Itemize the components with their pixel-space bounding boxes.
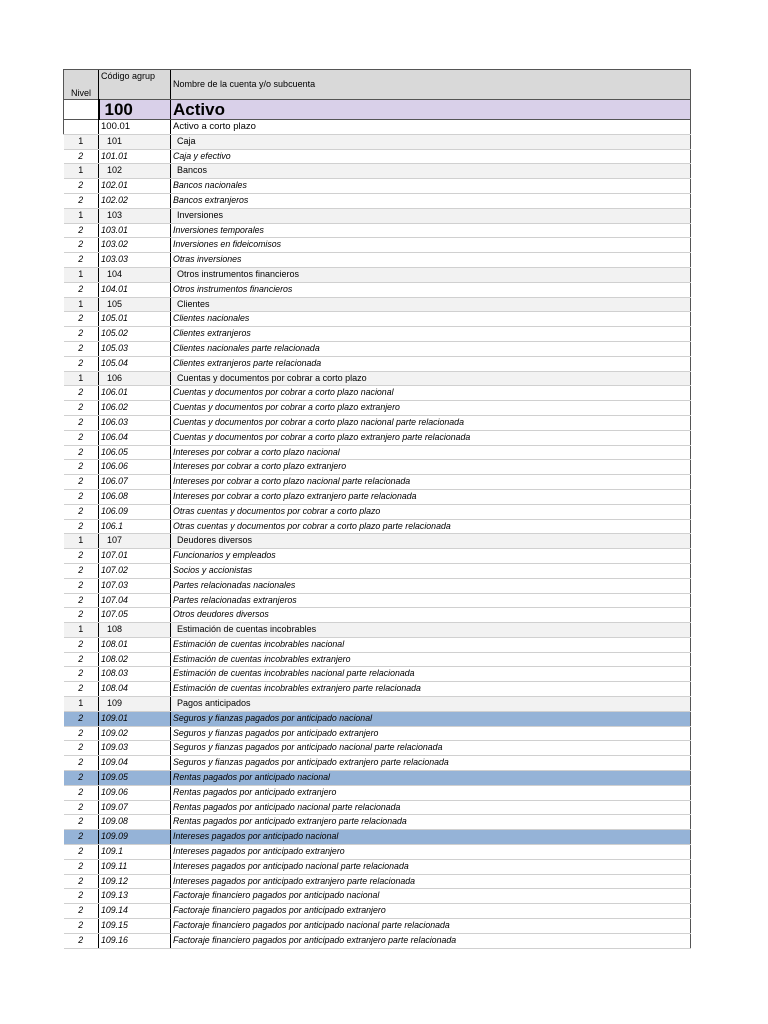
table-row: [64, 223, 691, 238]
cell-nombre[interactable]: Inversiones: [171, 208, 691, 223]
table-row: [64, 771, 691, 786]
cell-nivel[interactable]: 1: [64, 534, 99, 549]
table-row: [64, 830, 691, 845]
cell-codigo[interactable]: 107.03: [99, 578, 171, 593]
table-row: [64, 889, 691, 904]
cell-codigo[interactable]: 102.02: [99, 193, 171, 208]
cell-codigo[interactable]: 103.01: [99, 223, 171, 238]
table-row: [64, 356, 691, 371]
cell-nombre[interactable]: Estimación de cuentas incobrables nacional parte relacionada: [171, 667, 691, 682]
title-codigo-cell[interactable]: 100: [99, 100, 171, 120]
cell-codigo[interactable]: 102.01: [99, 179, 171, 194]
cell-nivel[interactable]: 2: [64, 652, 99, 667]
cell-nivel[interactable]: 2: [64, 401, 99, 416]
table-row: [64, 267, 691, 282]
cell-nombre[interactable]: Seguros y fianzas pagados por anticipado extranjero parte relacionada: [171, 756, 691, 771]
table-row: [64, 238, 691, 253]
table-row: [64, 430, 691, 445]
cell-nivel[interactable]: 2: [64, 253, 99, 268]
cell-nivel[interactable]: 2: [64, 341, 99, 356]
cell-nivel[interactable]: 2: [64, 179, 99, 194]
table-row: [64, 475, 691, 490]
table-row: [64, 371, 691, 386]
cell-codigo[interactable]: 104.01: [99, 282, 171, 297]
cell-codigo[interactable]: 105: [99, 297, 171, 312]
account-catalog-sheet: [63, 69, 690, 949]
cell-codigo[interactable]: 100.01: [99, 120, 171, 135]
cell-codigo[interactable]: 109: [99, 697, 171, 712]
table-row: [64, 489, 691, 504]
cell-nivel[interactable]: 1: [64, 297, 99, 312]
table-row: [64, 578, 691, 593]
cell-codigo[interactable]: 109.01: [99, 711, 171, 726]
table-row: [64, 637, 691, 652]
table-row: [64, 120, 691, 135]
cell-nombre[interactable]: Activo a corto plazo: [171, 120, 691, 135]
cell-nombre[interactable]: Clientes: [171, 297, 691, 312]
cell-nivel[interactable]: 2: [64, 193, 99, 208]
table-row: [64, 445, 691, 460]
cell-nombre[interactable]: Estimación de cuentas incobrables extranjero: [171, 652, 691, 667]
cell-codigo[interactable]: 106.05: [99, 445, 171, 460]
table-row: [64, 859, 691, 874]
table-row: [64, 534, 691, 549]
cell-codigo[interactable]: 103.03: [99, 253, 171, 268]
cell-codigo[interactable]: 109.09: [99, 830, 171, 845]
cell-nivel[interactable]: 2: [64, 845, 99, 860]
table-row: [64, 415, 691, 430]
cell-nivel[interactable]: 2: [64, 800, 99, 815]
cell-nivel[interactable]: 1: [64, 623, 99, 638]
table-row: [64, 504, 691, 519]
cell-nivel[interactable]: 1: [64, 697, 99, 712]
cell-nivel[interactable]: 2: [64, 460, 99, 475]
cell-codigo[interactable]: 107.04: [99, 593, 171, 608]
table-row: [64, 904, 691, 919]
cell-nombre[interactable]: Rentas pagados por anticipado extranjero: [171, 785, 691, 800]
cell-codigo[interactable]: 106.02: [99, 401, 171, 416]
cell-nombre[interactable]: Cuentas y documentos por cobrar a corto plazo nacional: [171, 386, 691, 401]
cell-nivel[interactable]: 2: [64, 667, 99, 682]
cell-codigo[interactable]: 106.03: [99, 415, 171, 430]
cell-nivel[interactable]: 2: [64, 415, 99, 430]
cell-nombre[interactable]: Intereses pagados por anticipado extranjero: [171, 845, 691, 860]
cell-nombre[interactable]: Intereses pagados por anticipado nacional: [171, 830, 691, 845]
cell-nivel[interactable]: 2: [64, 593, 99, 608]
cell-codigo[interactable]: 101.01: [99, 149, 171, 164]
table-row: [64, 756, 691, 771]
cell-codigo[interactable]: 106.1: [99, 519, 171, 534]
table-row: [64, 919, 691, 934]
cell-codigo[interactable]: 109.07: [99, 800, 171, 815]
cell-codigo[interactable]: 105.02: [99, 327, 171, 342]
account-table: [63, 69, 691, 949]
cell-nivel[interactable]: 1: [64, 208, 99, 223]
cell-codigo[interactable]: 108.04: [99, 682, 171, 697]
table-row: [64, 312, 691, 327]
cell-nivel[interactable]: 2: [64, 859, 99, 874]
header-codigo[interactable]: Código agrup: [99, 70, 171, 100]
cell-nombre[interactable]: Factoraje financiero pagados por anticipado extranjero: [171, 904, 691, 919]
header-nivel[interactable]: Nivel: [64, 70, 99, 100]
cell-codigo[interactable]: 107: [99, 534, 171, 549]
cell-codigo[interactable]: 109.12: [99, 874, 171, 889]
cell-codigo[interactable]: 109.03: [99, 741, 171, 756]
cell-codigo[interactable]: 103: [99, 208, 171, 223]
cell-nivel[interactable]: 2: [64, 475, 99, 490]
table-row: [64, 652, 691, 667]
cell-nombre[interactable]: Otros deudores diversos: [171, 608, 691, 623]
cell-nivel[interactable]: 2: [64, 149, 99, 164]
cell-nombre[interactable]: Deudores diversos: [171, 534, 691, 549]
cell-codigo[interactable]: 108.01: [99, 637, 171, 652]
table-row: [64, 549, 691, 564]
table-row: [64, 149, 691, 164]
table-row: [64, 933, 691, 948]
cell-nombre[interactable]: Clientes extranjeros: [171, 327, 691, 342]
title-nivel-cell[interactable]: [64, 100, 99, 120]
cell-nivel[interactable]: 2: [64, 933, 99, 948]
cell-nivel[interactable]: 2: [64, 327, 99, 342]
cell-nivel[interactable]: [64, 120, 99, 135]
cell-codigo[interactable]: 106: [99, 371, 171, 386]
cell-nombre[interactable]: Factoraje financiero pagados por anticipado extranjero parte relacionada: [171, 933, 691, 948]
cell-codigo[interactable]: 109.15: [99, 919, 171, 934]
cell-nombre[interactable]: Intereses por cobrar a corto plazo nacional parte relacionada: [171, 475, 691, 490]
cell-nivel[interactable]: 2: [64, 578, 99, 593]
cell-nivel[interactable]: 2: [64, 889, 99, 904]
cell-nivel[interactable]: 2: [64, 445, 99, 460]
cell-nombre[interactable]: Partes relacionadas nacionales: [171, 578, 691, 593]
cell-nombre[interactable]: Intereses por cobrar a corto plazo nacional: [171, 445, 691, 460]
cell-nombre[interactable]: Inversiones temporales: [171, 223, 691, 238]
table-row: [64, 297, 691, 312]
cell-nombre[interactable]: Intereses pagados por anticipado extranjero parte relacionada: [171, 874, 691, 889]
table-row: [64, 460, 691, 475]
table-row: [64, 193, 691, 208]
table-row: [64, 741, 691, 756]
header-nombre[interactable]: Nombre de la cuenta y/o subcuenta: [171, 70, 691, 100]
cell-nivel[interactable]: 2: [64, 919, 99, 934]
table-row: [64, 401, 691, 416]
cell-codigo[interactable]: 106.04: [99, 430, 171, 445]
cell-nivel[interactable]: 2: [64, 563, 99, 578]
table-row: [64, 682, 691, 697]
cell-nombre[interactable]: Socios y accionistas: [171, 563, 691, 578]
cell-nombre[interactable]: Seguros y fianzas pagados por anticipado nacional: [171, 711, 691, 726]
cell-nombre[interactable]: Bancos nacionales: [171, 179, 691, 194]
cell-codigo[interactable]: 107.05: [99, 608, 171, 623]
cell-nombre[interactable]: Otros instrumentos financieros: [171, 267, 691, 282]
cell-nivel[interactable]: 2: [64, 430, 99, 445]
cell-nivel[interactable]: 2: [64, 726, 99, 741]
table-row: [64, 519, 691, 534]
table-row: [64, 179, 691, 194]
cell-nombre[interactable]: Estimación de cuentas incobrables: [171, 623, 691, 638]
cell-nivel[interactable]: 2: [64, 711, 99, 726]
cell-codigo[interactable]: 108: [99, 623, 171, 638]
cell-codigo[interactable]: 109.04: [99, 756, 171, 771]
cell-codigo[interactable]: 102: [99, 164, 171, 179]
cell-nivel[interactable]: 2: [64, 785, 99, 800]
cell-nombre[interactable]: Seguros y fianzas pagados por anticipado nacional parte relacionada: [171, 741, 691, 756]
cell-codigo[interactable]: 109.05: [99, 771, 171, 786]
cell-nivel[interactable]: 2: [64, 815, 99, 830]
cell-codigo[interactable]: 109.02: [99, 726, 171, 741]
cell-nombre[interactable]: Rentas pagados por anticipado nacional parte relacionada: [171, 800, 691, 815]
cell-codigo[interactable]: 104: [99, 267, 171, 282]
cell-codigo[interactable]: 109.11: [99, 859, 171, 874]
title-row: [64, 100, 691, 120]
cell-nombre[interactable]: Caja: [171, 134, 691, 149]
table-row: [64, 164, 691, 179]
table-row: [64, 726, 691, 741]
cell-codigo[interactable]: 105.01: [99, 312, 171, 327]
cell-codigo[interactable]: 109.14: [99, 904, 171, 919]
table-row: [64, 800, 691, 815]
cell-nombre[interactable]: Inversiones en fideicomisos: [171, 238, 691, 253]
title-nombre-cell[interactable]: Activo: [171, 100, 691, 120]
cell-nombre[interactable]: Factoraje financiero pagados por anticipado nacional parte relacionada: [171, 919, 691, 934]
table-row: [64, 667, 691, 682]
cell-nombre[interactable]: Funcionarios y empleados: [171, 549, 691, 564]
cell-nombre[interactable]: Caja y efectivo: [171, 149, 691, 164]
table-row: [64, 874, 691, 889]
cell-codigo[interactable]: 108.02: [99, 652, 171, 667]
table-row: [64, 341, 691, 356]
cell-codigo[interactable]: 109.06: [99, 785, 171, 800]
cell-nombre[interactable]: Estimación de cuentas incobrables nacional: [171, 637, 691, 652]
table-row: [64, 563, 691, 578]
cell-codigo[interactable]: 106.01: [99, 386, 171, 401]
cell-nivel[interactable]: 2: [64, 282, 99, 297]
cell-codigo[interactable]: 103.02: [99, 238, 171, 253]
cell-nombre[interactable]: Cuentas y documentos por cobrar a corto plazo extranjero parte relacionada: [171, 430, 691, 445]
cell-codigo[interactable]: 106.09: [99, 504, 171, 519]
table-row: [64, 593, 691, 608]
cell-codigo[interactable]: 106.08: [99, 489, 171, 504]
cell-codigo[interactable]: 107.01: [99, 549, 171, 564]
cell-nombre[interactable]: Intereses por cobrar a corto plazo extranjero: [171, 460, 691, 475]
cell-nivel[interactable]: 2: [64, 637, 99, 652]
cell-nombre[interactable]: Intereses pagados por anticipado nacional parte relacionada: [171, 859, 691, 874]
cell-nivel[interactable]: 2: [64, 489, 99, 504]
table-row: [64, 785, 691, 800]
cell-nivel[interactable]: 1: [64, 267, 99, 282]
cell-nivel[interactable]: 2: [64, 904, 99, 919]
cell-nombre[interactable]: Factoraje financiero pagados por anticipado nacional: [171, 889, 691, 904]
cell-nombre[interactable]: Estimación de cuentas incobrables extranjero parte relacionada: [171, 682, 691, 697]
cell-nombre[interactable]: Cuentas y documentos por cobrar a corto plazo nacional parte relacionada: [171, 415, 691, 430]
cell-nivel[interactable]: 2: [64, 756, 99, 771]
cell-nombre[interactable]: Clientes extranjeros parte relacionada: [171, 356, 691, 371]
cell-nivel[interactable]: 2: [64, 356, 99, 371]
cell-nombre[interactable]: Otros instrumentos financieros: [171, 282, 691, 297]
cell-nombre[interactable]: Otras inversiones: [171, 253, 691, 268]
cell-nombre[interactable]: Intereses por cobrar a corto plazo extranjero parte relacionada: [171, 489, 691, 504]
cell-nombre[interactable]: Bancos extranjeros: [171, 193, 691, 208]
cell-codigo[interactable]: 105.04: [99, 356, 171, 371]
cell-nivel[interactable]: 1: [64, 164, 99, 179]
table-row: [64, 327, 691, 342]
table-row: [64, 208, 691, 223]
table-row: [64, 134, 691, 149]
cell-nombre[interactable]: Cuentas y documentos por cobrar a corto plazo: [171, 371, 691, 386]
cell-nombre[interactable]: Seguros y fianzas pagados por anticipado extranjero: [171, 726, 691, 741]
cell-nombre[interactable]: Bancos: [171, 164, 691, 179]
cell-nivel[interactable]: 2: [64, 830, 99, 845]
cell-nombre[interactable]: Rentas pagados por anticipado extranjero parte relacionada: [171, 815, 691, 830]
header-row: [64, 70, 691, 100]
table-row: [64, 697, 691, 712]
cell-nombre[interactable]: Pagos anticipados: [171, 697, 691, 712]
table-row: [64, 623, 691, 638]
cell-nivel[interactable]: 1: [64, 134, 99, 149]
cell-nivel[interactable]: 2: [64, 312, 99, 327]
cell-nivel[interactable]: 2: [64, 223, 99, 238]
cell-nivel[interactable]: 2: [64, 238, 99, 253]
cell-nivel[interactable]: 1: [64, 371, 99, 386]
table-row: [64, 386, 691, 401]
cell-nivel[interactable]: 2: [64, 874, 99, 889]
cell-codigo[interactable]: 108.03: [99, 667, 171, 682]
cell-nivel[interactable]: 2: [64, 386, 99, 401]
cell-codigo[interactable]: 106.07: [99, 475, 171, 490]
cell-nombre[interactable]: Rentas pagados por anticipado nacional: [171, 771, 691, 786]
cell-nombre[interactable]: Cuentas y documentos por cobrar a corto plazo extranjero: [171, 401, 691, 416]
cell-nivel[interactable]: 2: [64, 504, 99, 519]
cell-nivel[interactable]: 2: [64, 771, 99, 786]
cell-nivel[interactable]: 2: [64, 682, 99, 697]
cell-codigo[interactable]: 105.03: [99, 341, 171, 356]
cell-codigo[interactable]: 101: [99, 134, 171, 149]
cell-nivel[interactable]: 2: [64, 608, 99, 623]
table-row: [64, 253, 691, 268]
cell-codigo[interactable]: 109.1: [99, 845, 171, 860]
cell-nivel[interactable]: 2: [64, 741, 99, 756]
cell-nombre[interactable]: Clientes nacionales parte relacionada: [171, 341, 691, 356]
cell-nombre[interactable]: Otras cuentas y documentos por cobrar a corto plazo parte relacionada: [171, 519, 691, 534]
cell-codigo[interactable]: 107.02: [99, 563, 171, 578]
table-row: [64, 282, 691, 297]
cell-nivel[interactable]: 2: [64, 549, 99, 564]
cell-codigo[interactable]: 109.08: [99, 815, 171, 830]
cell-codigo[interactable]: 109.13: [99, 889, 171, 904]
table-row: [64, 711, 691, 726]
cell-nivel[interactable]: 2: [64, 519, 99, 534]
cell-nombre[interactable]: Otras cuentas y documentos por cobrar a corto plazo: [171, 504, 691, 519]
cell-nombre[interactable]: Clientes nacionales: [171, 312, 691, 327]
cell-codigo[interactable]: 106.06: [99, 460, 171, 475]
table-row: [64, 608, 691, 623]
cell-codigo[interactable]: 109.16: [99, 933, 171, 948]
cell-nombre[interactable]: Partes relacionadas extranjeros: [171, 593, 691, 608]
table-row: [64, 815, 691, 830]
table-row: [64, 845, 691, 860]
